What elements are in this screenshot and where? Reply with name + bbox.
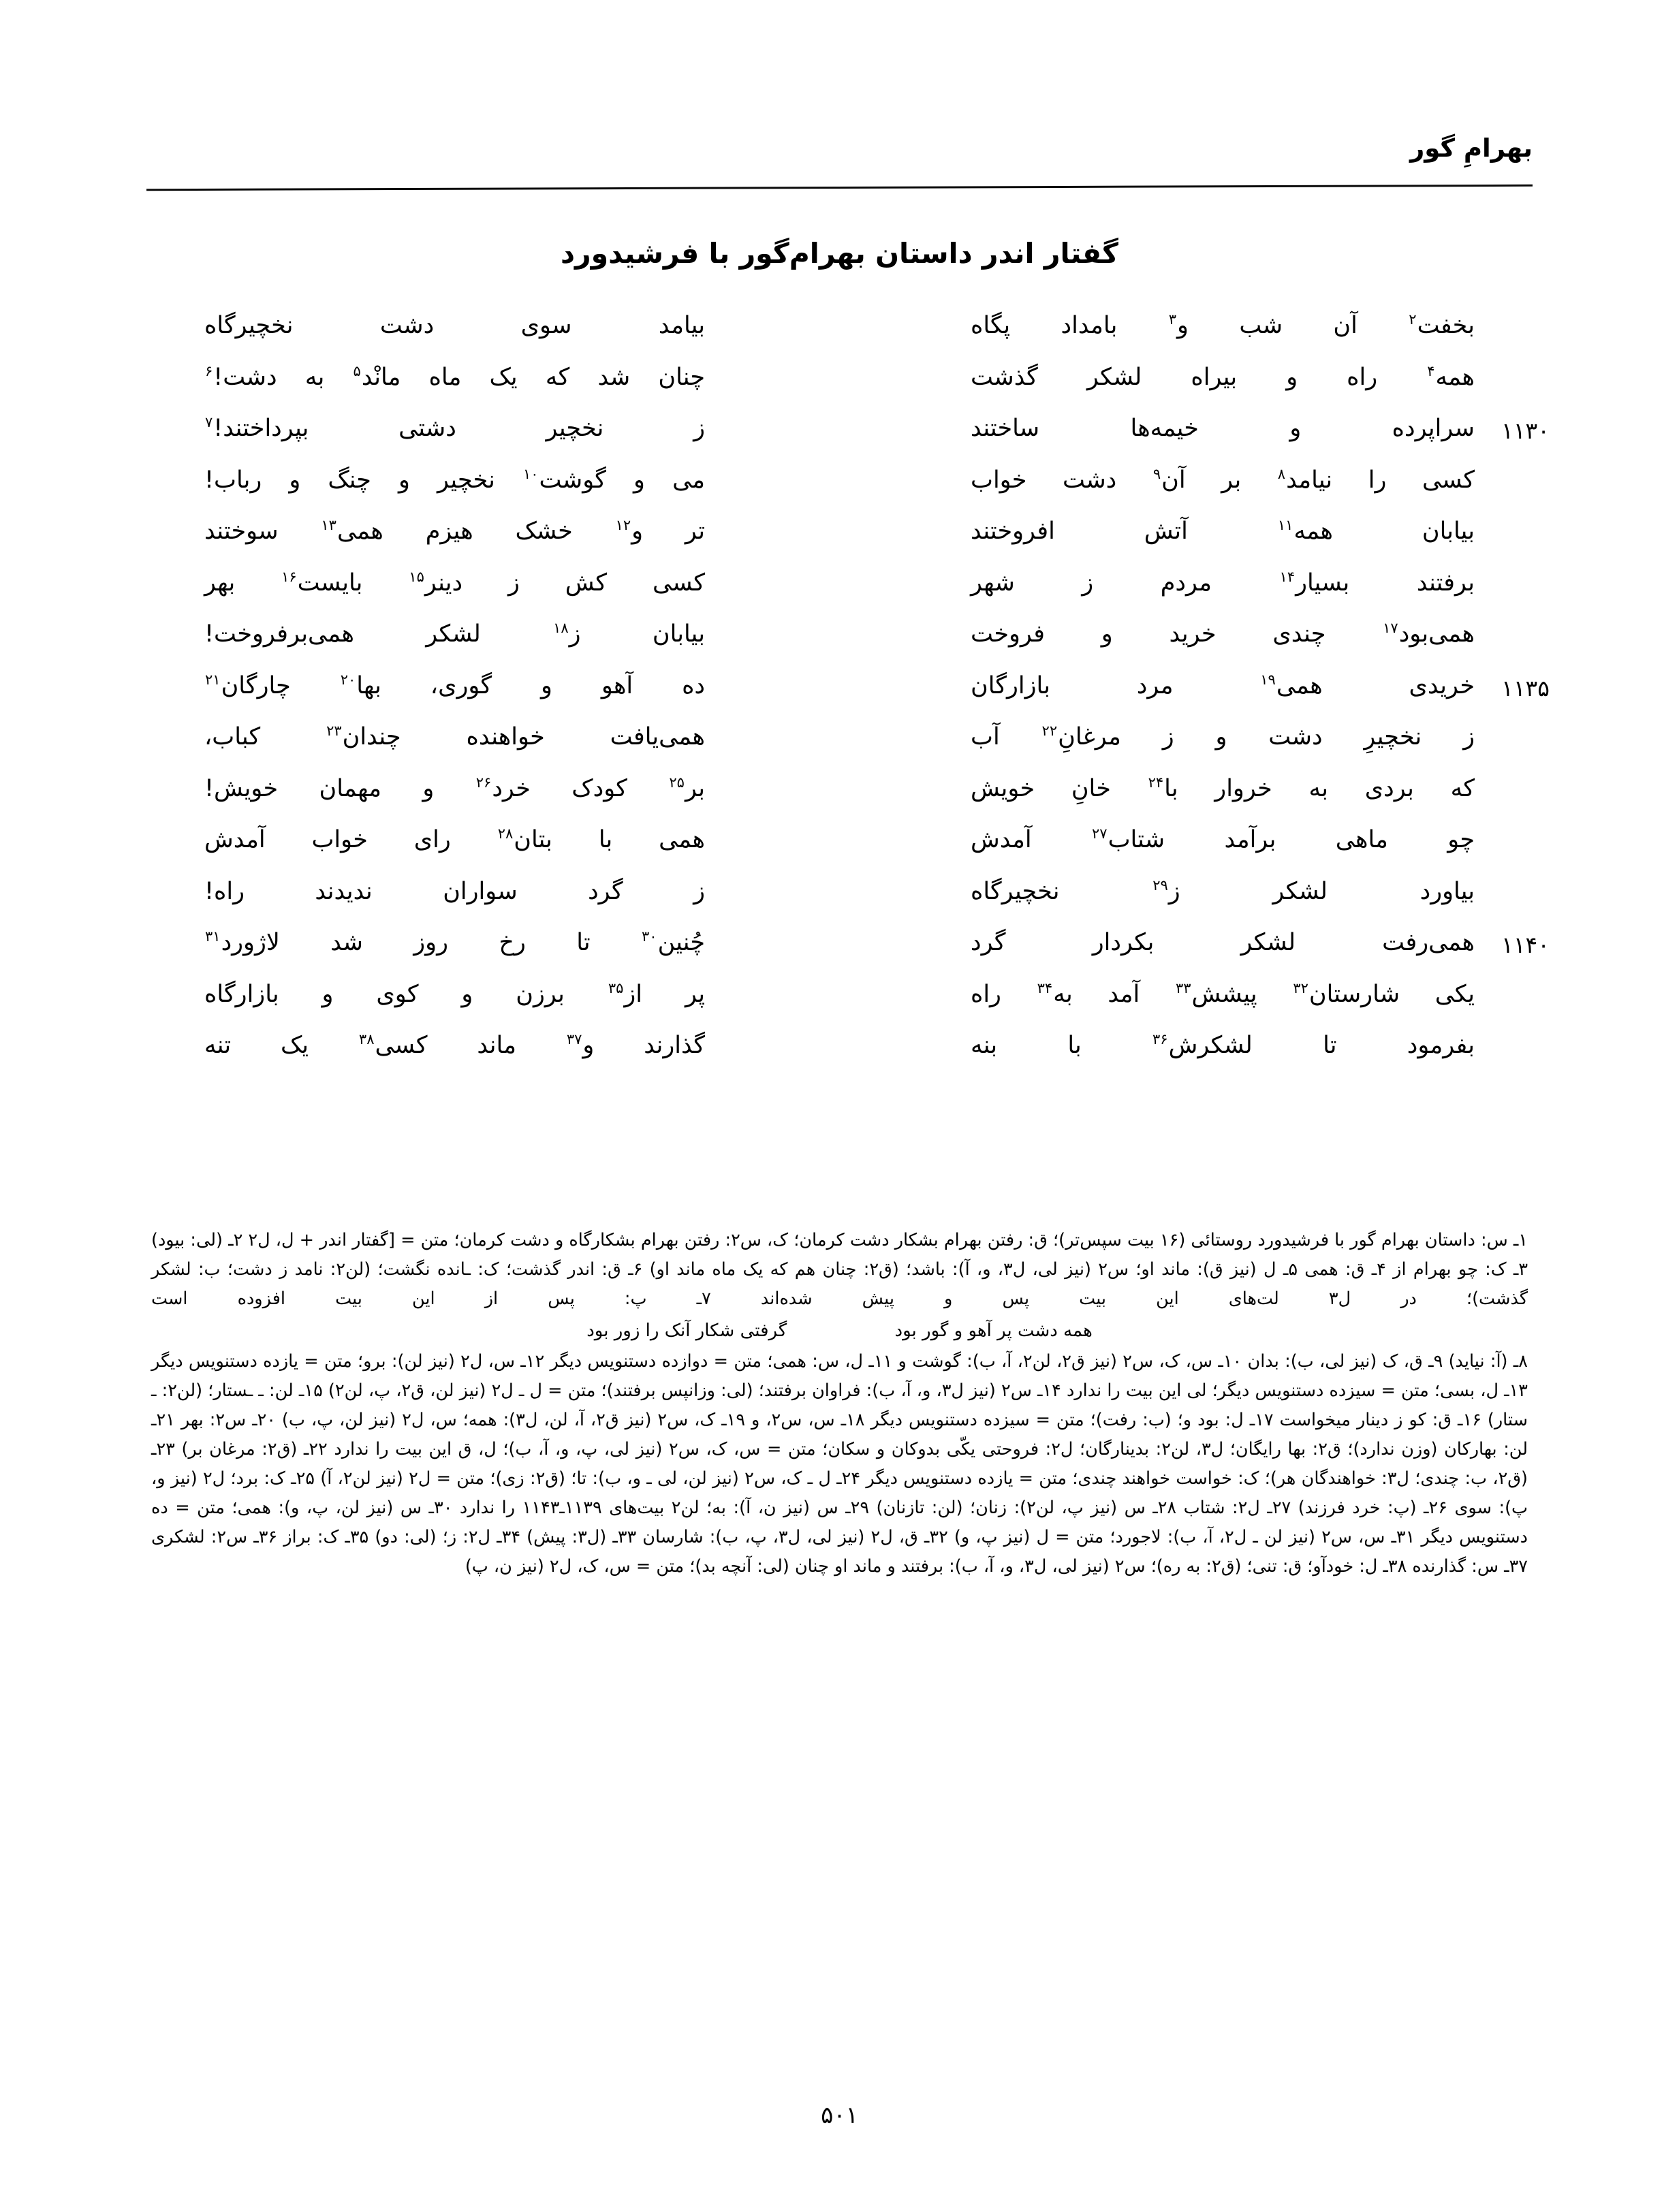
page-number: ۵۰۱ — [821, 2102, 858, 2129]
couplet — [204, 974, 1475, 1026]
couplet — [204, 305, 1475, 357]
hemistich-left: ز گرد سواران ندیدند راه! — [204, 877, 705, 905]
hemistich-left: پر از$^{۳۵}$ برزن و کوی و بازارگاه — [204, 979, 705, 1008]
header-rule — [146, 185, 1533, 191]
hemistich-left: چُنین$^{۳۰}$ تا رخ روز شد لاژورد$^{۳۱}$ — [205, 928, 705, 956]
inserted-hemistich-a: همه دشت پر آهو و گور بود — [894, 1321, 1093, 1341]
verse-number: ۱۱۳۰ — [1501, 417, 1550, 444]
hemistich-right: همه$^۴$ راه و بیراه لشکر گذشت — [971, 362, 1475, 391]
verse-number: ۱۱۴۰ — [1501, 932, 1550, 958]
hemistich-left: بیامد سوی دشت نخچیرگاه — [204, 312, 705, 339]
hemistich-right: همی‌رفت لشکر بکردار گرد — [971, 929, 1475, 956]
critical-apparatus — [151, 1226, 1528, 1581]
hemistich-left: می و گوشت$^{۱۰}$ نخچیر و چنگ و رباب! — [204, 465, 705, 494]
hemistich-left: همی با بتان$^{۲۸}$ رای خواب آمدش — [204, 825, 705, 853]
hemistich-right: سراپرده و خیمه‌ها ساختند — [971, 415, 1475, 442]
inserted-verse — [151, 1316, 1528, 1346]
apparatus-paragraph-2: ۸ـ (آ: نیاید) ۹ـ ق، ک (نیز لی، ب): بدان ۱۰ـ س، ک، س۲ (نیز ق۲، لن۲، آ، ب): گوشت و ۱۱ـ ل، س: همی؛ متن = دوازده دستنویس دیگر ۱۲ـ س، ل۲ (نیز لن): برو؛ متن = یازده دستنویس دیگر ۱۳ـ ل، بسی؛ متن = سیزده دستنویس دیگر؛ لی این بیت را ندارد ۱۴ـ س۲ (نیز ل۳، و، آ، ب): فراوان برفتند؛ (لی: وزانپس برفتند)؛ متن = ل ـ ل۲ (نیز لن، ق۲، پ، لن۲) ۱۵ـ لن: ـ ـستار؛ (لن۲: ـ ستار) ۱۶ـ ق: کو ز دینار میخواست ۱۷ـ ل: بود و؛ (ب: رفت)؛ متن = سیزده دستنویس دیگر ۱۸ـ س، س۲، و ۱۹ـ ک، س۲ (نیز ق۲، آ، لن، ل۳): همه؛ س، ل۲ (نیز لن، پ، ب) ۲۰ـ س۲: بهر ۲۱ـ لن: بهارکان (وزن ندارد)؛ ق۲: بها رایگان؛ ل۳، لن۲: بدینارگان؛ ل۲: فروحتی یکّی بدوکان و سکان؛ متن = س، ک، س۲ (نیز لی، پ، و، آ، ب)؛ ل، ق این بیت را ندارد ۲۲ـ (ق۲: مرغان بر) ۲۳ـ (ق۲، ب: چندی؛ ل۳: خواهندگان هر)؛ ک: خواست خواهند چندی؛ متن = یازده دستنویس دیگر ۲۴ـ ل ـ ک، س۲ (نیز لن، لی ـ و، ب): تا؛ (ق۲: زی)؛ متن = ل۲ (نیز لن۲، آ) ۲۵ـ ک: برد؛ ل۲ (نیز و، پ): سوی ۲۶ـ (پ: خرد فرزند) ۲۷ـ ل۲: شتاب ۲۸ـ س (نیز پ، لن۲): زنان؛ (لن: تازنان) ۲۹ـ س (نیز ن، آ): به؛ لن۲ بیت‌های ۱۱۳۹ـ۱۱۴۳ را ندارد ۳۰ـ س (نیز لن، پ، و): همی؛ متن = ده دستنویس دیگر ۳۱ـ س، س۲ (نیز لن ـ ل۲، آ، ب): لاجورد؛ متن = ل (نیز پ، و) ۳۲ـ ق، ل۲ (نیز لی، ل۳، پ، ب): شارسان ۳۳ـ (ل۳: پیش) ۳۴ـ ل۲: ز؛ (لی: دو) ۳۵ـ ک: براز ۳۶ـ س۲: لشکری ۳۷ـ س: گذارنده ۳۸ـ ل: خودآو؛ ق: تنی؛ (ق۲: به ره)؛ س۲ (نیز لی، ل۳، و، آ، ب): برفتند و ماند او چنان (لی: آنچه بد)؛ متن = س، ک، ل۲ (نیز ن، پ) — [151, 1351, 1528, 1577]
hemistich-right: بفرمود تا لشکرش$^{۳۶}$ با بنه — [971, 1031, 1475, 1059]
hemistich-right: کسی را نیامد$^۸$ بر آن$^۹$ دشت خواب — [971, 465, 1475, 494]
couplet — [204, 1025, 1475, 1077]
verse-block — [204, 305, 1550, 1077]
hemistich-right: بیابان همه$^{۱۱}$ آتش افروختند — [971, 517, 1475, 545]
inserted-hemistich-b: گرفتی شکار آنک را زور بود — [586, 1321, 787, 1341]
hemistich-right: برفتند بسیار$^{۱۴}$ مردم ز شهر — [971, 568, 1475, 597]
couplet — [204, 511, 1475, 563]
couplet — [204, 614, 1475, 665]
hemistich-right: خریدی همی$^{۱۹}$ مرد بازارگان — [971, 671, 1475, 699]
couplet — [204, 408, 1550, 460]
hemistich-right: بیاورد لشکر ز$^{۲۹}$ نخچیرگاه — [971, 876, 1475, 905]
couplet — [204, 460, 1475, 511]
running-header — [146, 133, 1533, 195]
couplet — [204, 922, 1550, 974]
hemistich-left: همی‌یافت خواهنده چندان$^{۲۳}$ کباب، — [204, 723, 705, 750]
hemistich-right: یکی شارستان$^{۳۲}$ پیشش$^{۳۳}$ آمد به$^{۳۴}$ راه — [971, 979, 1475, 1008]
hemistich-right: ز نخچیرِ دشت و ز مرغانِ$^{۲۲}$ آب — [971, 723, 1475, 750]
hemistich-left: بر$^{۲۵}$ کودک خرد$^{۲۶}$ و مهمان خویش! — [204, 774, 705, 802]
apparatus-paragraph-1: ۱ـ س: داستان بهرام گور با فرشیدورد روستائی (۱۶ بیت سپس‌تر)؛ ق: رفتن بهرام بشکار دشت کرمان؛ ک، س۲: رفتن بهرام بشکارگاه و دشت کرمان؛ متن = [گفتار اندر + ل، ل۲ ۲ـ (لی: بیود) ۳ـ ک: چو بهرام از ۴ـ ق: همی ۵ـ ل (نیز ق): ماند او؛ س۲ (نیز لی، ل۳، و، آ): باشد؛ (ق۲: چنان هم که یک ماه ماند او) ۶ـ ق: اندر گذشت؛ ک: ـانده نگشت؛ (لن۲: نامد ز دشت؛ ب: لشکر گذشت)؛ در ل۳ لت‌های این بیت پس و پیش شده‌اند ۷ـ پ: پس از این بیت افزوده است — [151, 1230, 1528, 1309]
hemistich-left: ده آهو و گوری، بها$^{۲۰}$ چارگان$^{۲۱}$ — [205, 671, 705, 699]
couplet — [204, 871, 1475, 923]
hemistich-left: چنان شد که یک ماه مانْد$^۵$ به دشت!$^۶$ — [205, 362, 705, 391]
hemistich-right: همی‌بود$^{۱۷}$ چندی خرید و فروخت — [971, 620, 1475, 648]
couplet — [204, 768, 1475, 820]
hemistich-left: کسی کش ز دینر$^{۱۵}$ بایست$^{۱۶}$ بهر — [204, 568, 705, 597]
verse-number: ۱۱۳۵ — [1501, 674, 1550, 701]
hemistich-left: گذارند و$^{۳۷}$ ماند کسی$^{۳۸}$ یک تنه — [204, 1031, 705, 1059]
couplet — [204, 819, 1475, 871]
chapter-title: گفتار اندر داستان بهرام‌گور با فرشیدورد — [561, 237, 1118, 270]
couplet — [204, 716, 1475, 768]
couplet — [204, 357, 1475, 409]
hemistich-right: بخفت$^۲$ آن شب و$^۳$ بامداد پگاه — [971, 311, 1475, 339]
hemistich-left: بیابان ز$^{۱۸}$ لشکر همی‌برفروخت! — [204, 620, 705, 648]
couplet — [204, 563, 1475, 614]
hemistich-right: که بردی به خروار با$^{۲۴}$ خانِ خویش — [971, 774, 1475, 802]
hemistich-left: ز نخچیر دشتی بپرداختند!$^۷$ — [205, 414, 705, 442]
hemistich-left: تر و$^{۱۲}$ خشک هیزم همی$^{۱۳}$ سوختند — [204, 517, 705, 545]
running-head-text: بهرامِ گور — [1409, 133, 1533, 163]
hemistich-right: چو ماهی برآمد شتاب$^{۲۷}$ آمدش — [971, 825, 1475, 853]
couplet — [204, 665, 1550, 717]
